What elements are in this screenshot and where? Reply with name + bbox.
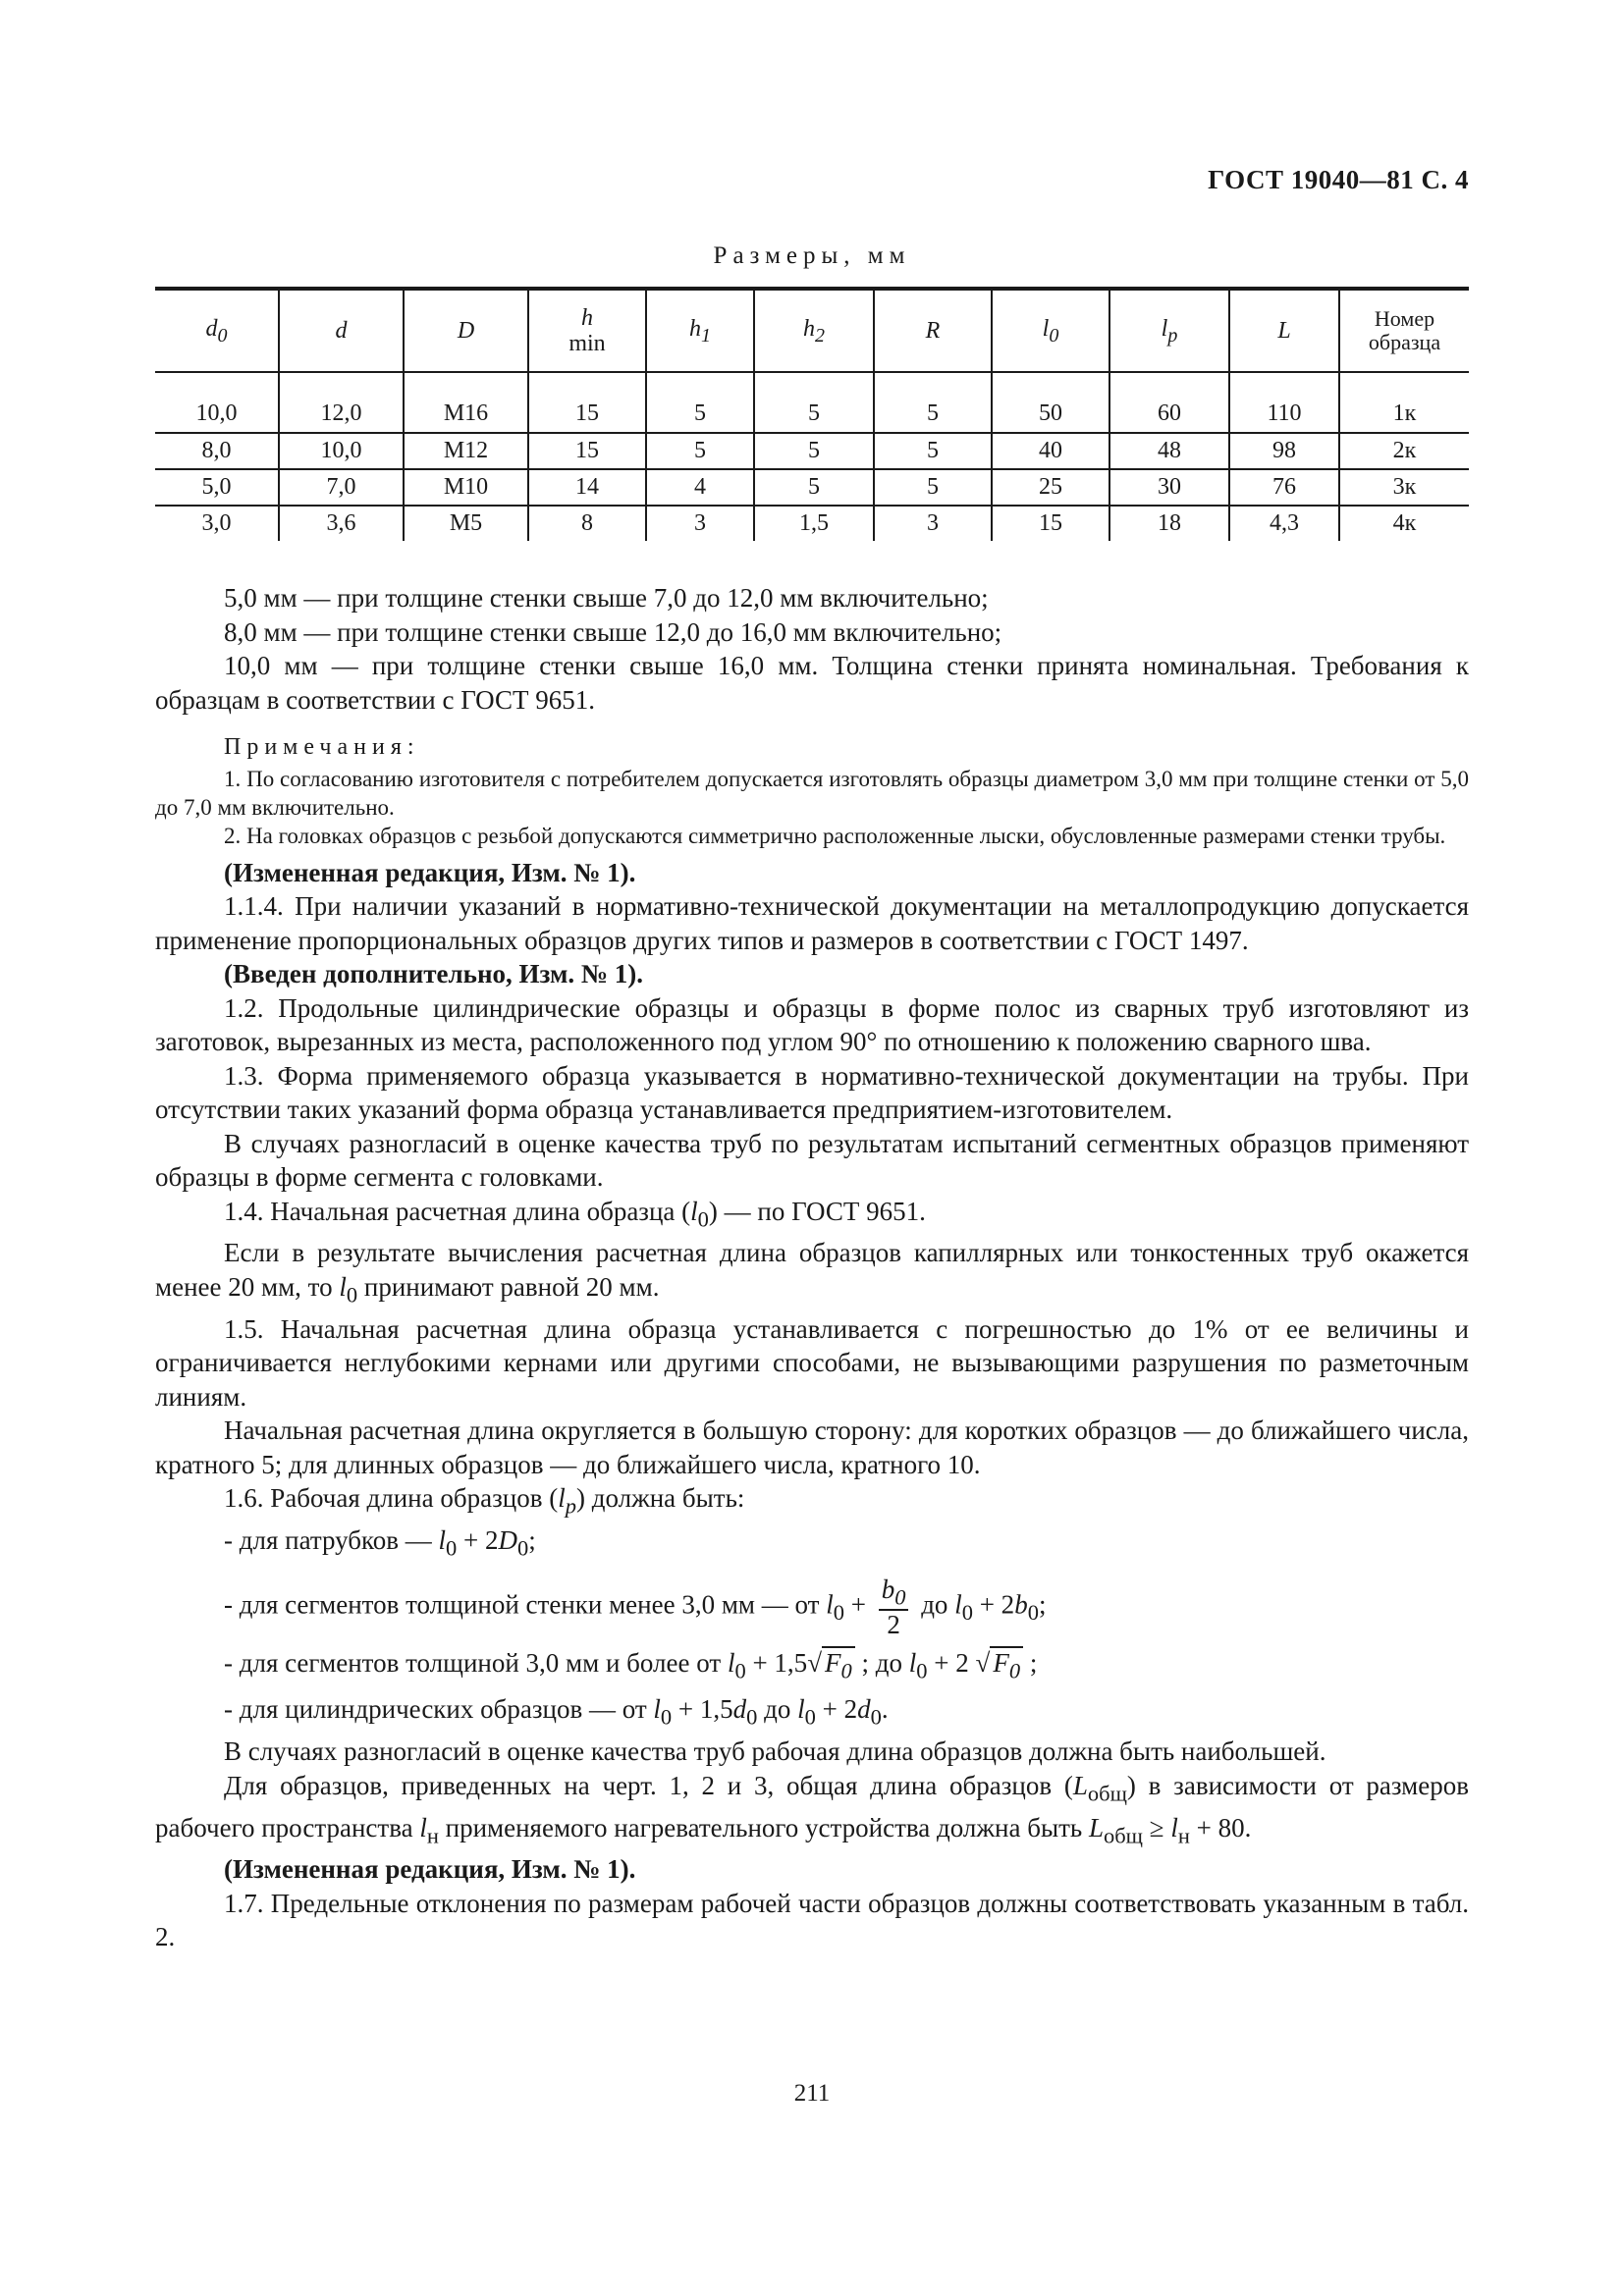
table-cell: М5 bbox=[404, 506, 528, 541]
col-l0: $l_0$ bbox=[992, 289, 1109, 372]
paragraph: Если в результате вычисления расчетная длина образцов капиллярных или тонкостенных труб окажется менее 20 мм, то $l_0$ принимают равной 20 мм. bbox=[155, 1238, 1469, 1308]
clause-1-7: 1.7. Предельные отклонения по размерам рабочей части образцов должны соответствовать указанным в табл. 2. bbox=[155, 1888, 1469, 1952]
table-cell: 4,3 bbox=[1229, 506, 1339, 541]
table-cell: М16 bbox=[404, 372, 528, 433]
fraction: $\frac{b_0}{2}$ bbox=[879, 1575, 909, 1638]
col-d: d bbox=[279, 289, 404, 372]
col-sample-number: Номер образца bbox=[1339, 289, 1469, 372]
note-2: 2. На головках образцов с резьбой допускаются симметрично расположенные лыски, обусловленные размерами стенки трубы. bbox=[224, 823, 1446, 848]
clause-1-6: 1.6. Рабочая длина образцов $(l_p)$ должна быть: bbox=[224, 1483, 745, 1519]
clause-1-1-4: 1.1.4. При наличии указаний в нормативно-технической документации на металлопродукцию допускается применение пропорциональных образцов других типов и размеров в соответствии с ГОСТ 1497. bbox=[155, 891, 1469, 955]
table-row bbox=[155, 433, 1469, 469]
clause-1-2: 1.2. Продольные цилиндрические образцы и образцы в форме полос из сварных труб изготовляют из заготовок, вырезанных из места, расположенного под углом 90° по отношению к положению сварного шва. bbox=[155, 992, 1469, 1056]
clause-1-3: 1.3. Форма применяемого образца указывается в нормативно-технической документации на трубы. При отсутствии таких указаний форма образца устанавливается предприятием-изготовителем. bbox=[155, 1060, 1469, 1124]
table-cell: 8,0 bbox=[155, 433, 279, 469]
document-header: ГОСТ 19040—81 С. 4 bbox=[1208, 165, 1469, 194]
table-cell: 76 bbox=[1229, 469, 1339, 506]
col-h1: $h_1$ bbox=[646, 289, 754, 372]
table-cell: 4 bbox=[646, 469, 754, 506]
paragraph: В случаях разногласий в оценке качества труб по результатам испытаний сегментных образцов применяют образцы в форме сегмента с головками. bbox=[155, 1128, 1469, 1192]
table-cell: 10,0 bbox=[195, 400, 238, 426]
table-cell: 15 bbox=[992, 506, 1109, 541]
table-cell: 48 bbox=[1109, 433, 1229, 469]
table-row bbox=[155, 469, 1469, 506]
col-d0: $d_0$ bbox=[155, 289, 279, 372]
body-text bbox=[155, 581, 1469, 1954]
dimensions-table bbox=[155, 287, 1469, 541]
paragraph: Начальная расчетная длина округляется в большую сторону: для коротких образцов — до ближайшего числа, кратного 5; для длинных образцов — до ближайшего числа, кратного 10. bbox=[155, 1415, 1469, 1479]
table-cell: 5,0 bbox=[155, 469, 279, 506]
paragraph: Для образцов, приведенных на черт. 1, 2 и 3, общая длина образцов $(L_{общ})$ в зависимости от размеров рабочего пространства $l_н$ применяемого нагревательного устройства должна быть $L_{общ} \ge l_н + 80$. bbox=[155, 1770, 1470, 1847]
table-row bbox=[155, 506, 1469, 541]
formula-thick-segments: - для сегментов толщиной 3,0 мм и более от $l_0 + 1,5√$ $F_0$ ; до $l_0 + 2$ √ $F_0$ ; bbox=[224, 1648, 1038, 1683]
table-cell: 15 bbox=[528, 372, 646, 433]
table-cell: 98 bbox=[1229, 433, 1339, 469]
table-body bbox=[155, 372, 1469, 541]
table-cell: 3к bbox=[1339, 469, 1469, 506]
table-cell: 8 bbox=[528, 506, 646, 541]
note-1: 1. По согласованию изготовителя с потребителем допускается изготовлять образцы диаметром 3,0 мм при толщине стенки от 5,0 до 7,0 мм включительно. bbox=[155, 766, 1469, 820]
table-cell: 12,0 bbox=[279, 372, 404, 433]
table-cell: 50 bbox=[992, 372, 1109, 433]
notes-title: Примечания: bbox=[224, 734, 420, 760]
table-cell: 10,0 bbox=[279, 433, 404, 469]
col-R: R bbox=[874, 289, 992, 372]
table-cell: 25 bbox=[992, 469, 1109, 506]
table-cell: 3 bbox=[646, 506, 754, 541]
table-header-row bbox=[155, 289, 1469, 372]
table-caption: Размеры, мм bbox=[713, 242, 911, 269]
table-cell: 5 bbox=[754, 433, 874, 469]
table-cell: 5 bbox=[754, 372, 874, 433]
table-cell: 40 bbox=[992, 433, 1109, 469]
formula-branch-pipes: - для патрубков — $l_0 + 2D_0$; bbox=[224, 1525, 536, 1561]
paragraph: 5,0 мм — при толщине стенки свыше 7,0 до 12,0 мм включительно; bbox=[224, 583, 989, 613]
col-h2: $h_2$ bbox=[754, 289, 874, 372]
table-cell: 60 bbox=[1109, 372, 1229, 433]
table-cell: 3,6 bbox=[279, 506, 404, 541]
col-D: D bbox=[404, 289, 528, 372]
amendment-note: (Измененная редакция, Изм. № 1). bbox=[224, 1854, 636, 1885]
formula-thin-segments: - для сегментов толщиной стенки менее 3,0 мм — от $l_0$ + $\frac{b_0}{2}$ до $l_0 + 2b_0$; bbox=[224, 1575, 1047, 1640]
table-cell: 5 bbox=[754, 469, 874, 506]
table-cell: 5 bbox=[874, 433, 992, 469]
added-note: (Введен дополнительно, Изм. № 1). bbox=[224, 959, 643, 988]
col-h-min: h min bbox=[528, 289, 646, 372]
table-cell: 5 bbox=[874, 372, 992, 433]
col-lp: $l_p$ bbox=[1109, 289, 1229, 372]
paragraph: 10,0 мм — при толщине стенки свыше 16,0 мм. Толщина стенки принята номинальная. Требования к образцам в соответствии с ГОСТ 9651. bbox=[155, 651, 1469, 715]
table-cell: 14 bbox=[528, 469, 646, 506]
amendment-note: (Измененная редакция, Изм. № 1). bbox=[224, 857, 636, 887]
page-number: 211 bbox=[793, 2080, 831, 2107]
table-cell: 5 bbox=[646, 433, 754, 469]
table-cell: 30 bbox=[1109, 469, 1229, 506]
table-cell: 2к bbox=[1339, 433, 1469, 469]
table-row bbox=[155, 372, 1469, 433]
col-L: L bbox=[1229, 289, 1339, 372]
table-cell: 5 bbox=[874, 469, 992, 506]
paragraph: 8,0 мм — при толщине стенки свыше 12,0 до 16,0 мм включительно; bbox=[224, 616, 1002, 647]
table-cell: М10 bbox=[404, 469, 528, 506]
table-cell: 15 bbox=[528, 433, 646, 469]
table-cell: 3,0 bbox=[155, 506, 279, 541]
table-cell: 5 bbox=[646, 372, 754, 433]
table-cell: 4к bbox=[1339, 506, 1469, 541]
table-cell: 110 bbox=[1229, 372, 1339, 433]
table-cell: 18 bbox=[1109, 506, 1229, 541]
table-cell: 7,0 bbox=[279, 469, 404, 506]
clause-1-5: 1.5. Начальная расчетная длина образца устанавливается с погрешностью до 1% от ее величины и ограничивается неглубокими кернами или другими способами, не вызывающими разрушения по разметочным линиям. bbox=[155, 1313, 1469, 1412]
table-cell: 3 bbox=[874, 506, 992, 541]
table-cell: 1,5 bbox=[754, 506, 874, 541]
paragraph: В случаях разногласий в оценке качества труб рабочая длина образцов должна быть наибольшей. bbox=[224, 1736, 1326, 1767]
clause-1-4: 1.4. Начальная расчетная длина образца $(l_0)$ — по ГОСТ 9651. bbox=[224, 1196, 926, 1231]
table-cell: М12 bbox=[404, 433, 528, 469]
table-cell: 1к bbox=[1339, 372, 1469, 433]
formula-cylindrical: - для цилиндрических образцов — от $l_0 + 1,5d_0$ до $l_0 + 2d_0$. bbox=[224, 1694, 889, 1730]
